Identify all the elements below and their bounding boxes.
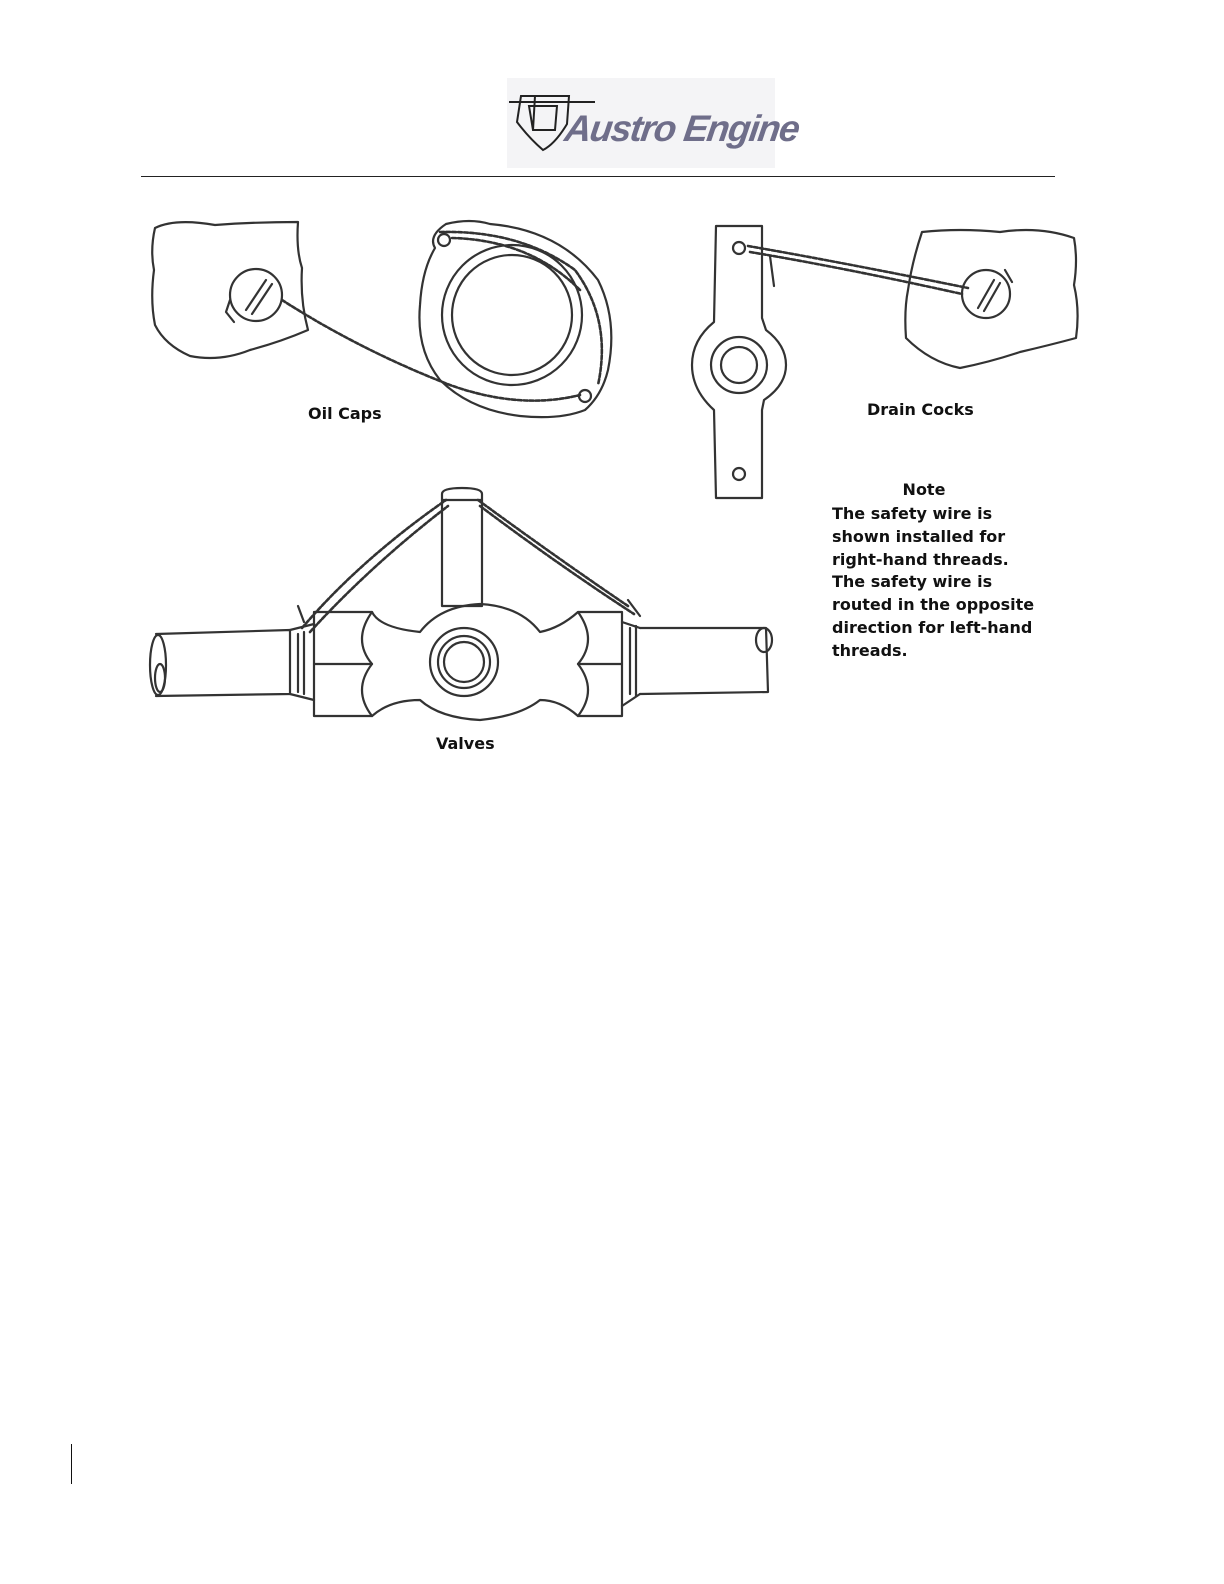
note-body: The safety wire is shown installed for right-hand threads. The safety wire is routed in the opposite direction for left-hand threads. xyxy=(832,504,1035,660)
valves-label: Valves xyxy=(436,734,495,753)
drain-cocks-drawing xyxy=(692,226,1078,498)
oil-caps-label: Oil Caps xyxy=(308,404,382,423)
note-title: Note xyxy=(902,480,946,499)
logo-wordmark: Austro Engine xyxy=(562,108,802,149)
drain-cocks-label: Drain Cocks xyxy=(867,400,974,419)
valves-drawing xyxy=(150,488,772,720)
change-bar xyxy=(71,1444,72,1484)
oil-caps-drawing xyxy=(152,221,611,417)
